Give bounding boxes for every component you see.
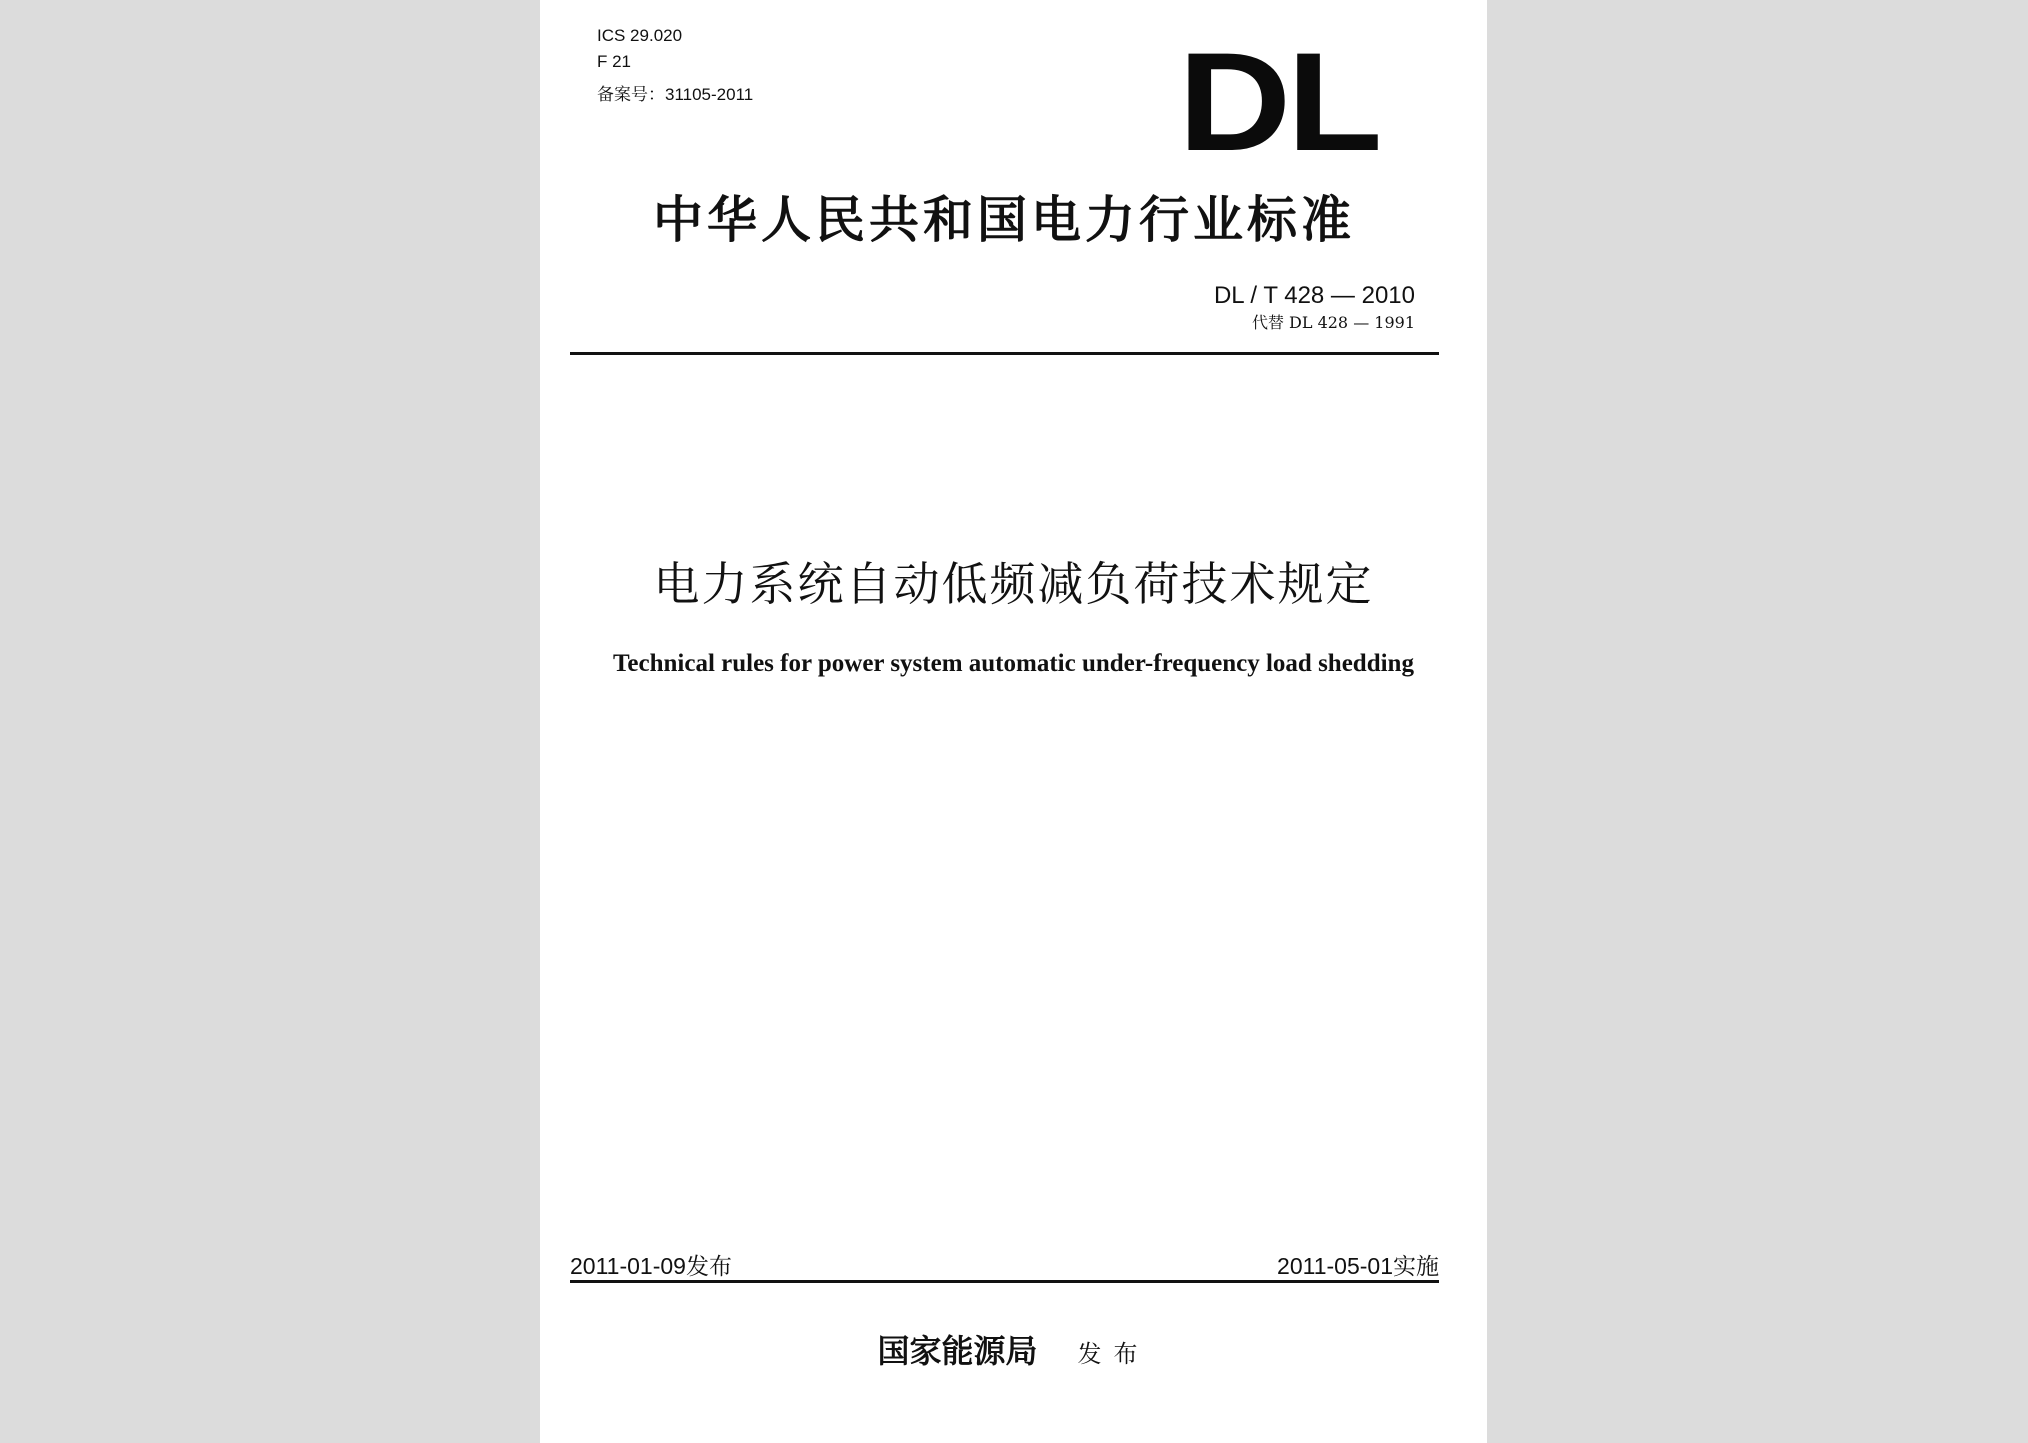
standard-number: DL / T 428 — 2010 <box>1213 282 1415 309</box>
record-number: 备案号：31105-2011 <box>597 85 754 104</box>
document-title-english: Technical rules for power system automatic under-frequency load shedding <box>613 650 1414 677</box>
publisher-line <box>540 1326 1487 1372</box>
classification-code: F 21 <box>597 52 632 71</box>
document-title-chinese: 电力系统自动低频减负荷技术规定 <box>653 557 1374 611</box>
document-cover-page <box>540 0 1487 1443</box>
publisher-name: 国家能源局 <box>877 1332 1038 1370</box>
ics-code: ICS 29.020 <box>597 26 683 45</box>
implementation-date: 2011-05-01实施 <box>1277 1253 1439 1279</box>
footer-divider <box>570 1280 1439 1283</box>
replaced-standard: 代替 DL 428 — 1991 <box>1251 313 1415 332</box>
header-divider <box>570 352 1439 355</box>
publish-action: 发布 <box>1077 1340 1150 1368</box>
issue-date: 2011-01-09发布 <box>570 1253 732 1279</box>
organization-heading: 中华人民共和国电力行业标准 <box>653 191 1355 249</box>
dl-logo: DL <box>1178 23 1379 180</box>
